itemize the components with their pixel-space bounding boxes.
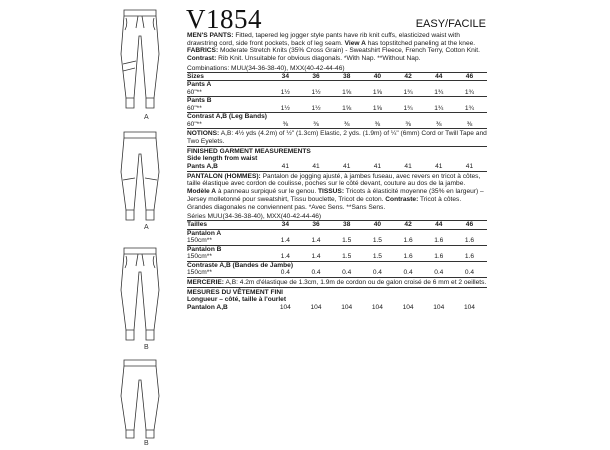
desc-title: MEN'S PANTS: [187,32,234,39]
size-cell: 42 [404,221,412,229]
yardage-cell: 1½ [311,104,321,112]
yardage-cell: 0.4 [372,269,382,277]
yardage-cell: 1⅝ [342,88,352,96]
yardage-cell: 1¾ [434,88,444,96]
fgm-cell: 41 [343,163,351,171]
yardage-cell: 1½ [280,88,290,96]
yardage-cell: 0.4 [280,269,290,277]
sketch-label: A [144,224,149,231]
size-cell: 36 [312,221,320,229]
technical-sketches [110,6,170,446]
description-en [187,32,487,63]
fgm-sub: Longueur – côté, taille à l'ourlet [187,296,287,304]
yardage-cell: 1.6 [403,237,413,245]
yardage-cell: 1.6 [403,253,413,261]
yardage-row [187,253,487,261]
fgm-cell: 104 [279,303,291,311]
fabrics-title: FABRICS: [187,47,219,55]
notions-en [187,130,487,145]
desc-view-text: has topstitched paneling at the knee. [367,39,476,47]
yardage-cell: 1.5 [372,237,382,245]
contrast-text: Rib Knit. Unsuitable for obvious diagonals. *With Nap. **Without Nap. [218,55,421,63]
yardage-cell: 1¾ [403,88,413,96]
yardage-cell: 1.4 [311,253,321,261]
desc-view: View A [344,39,366,47]
fgm-cell: 41 [281,163,290,171]
fgm-cell: 41 [465,163,474,171]
contrast-title: Contraste: [385,195,419,203]
notions-text: A,B: 4.2m d'élastique de 1.3cm, 1.9m de cordon ou de galon croisé de 6 mm et 2 oeillets. [225,278,487,286]
yardage-cell: 1.4 [311,237,321,245]
combinations: Séries MUU(34-36-38-40), MXX(40-42-44-46) [187,213,322,221]
size-cell: 38 [343,221,351,229]
fabric-width: 60"** [187,104,202,112]
fgm-cell: 41 [404,163,412,171]
yardage-cell: 1.4 [280,253,290,261]
fabrics-text: Tricots à élasticité moyenne (35% en largeur) – Jersey molletonné pour sweatshirt, Tissu bouclette, Tricot de coton. [187,188,484,203]
yardage-cell: 1⅝ [372,104,382,112]
size-cell: 40 [373,221,382,229]
yardage-cell: 0.4 [464,269,475,277]
fgm-row [187,163,487,171]
desc-text: Fitted, tapered leg jogger style pants have rib knit cuffs, elasticized waist with drawstring cord, side front pockets, back of leg seam. [187,32,460,47]
combinations: Combinations: MUU(34-36-38-40), MXX(40-42-44-46) [187,64,345,72]
yardage-cell: 1.5 [372,253,382,261]
notions-fr [187,279,487,287]
yardage-cell: ⅜ [405,120,411,128]
fgm-row-label: Pantalon A,B [187,303,228,311]
yardage-row [187,269,487,277]
yardage-row [187,237,487,245]
fgm-row-label: Pants A,B [187,163,218,171]
fgm-cell: 104 [402,303,414,311]
yardage-cell: 1½ [280,104,290,112]
contrast-title: Contrast: [187,55,217,63]
fgm-title: MESURES DU VÊTEMENT FINI [187,288,283,296]
size-cell: 44 [435,72,443,80]
size-cell: 34 [281,221,290,229]
fgm-cell: 41 [435,163,443,171]
yardage-cell: 1¾ [464,88,475,96]
size-cell: 46 [465,221,474,229]
yardage-cell: 1⅝ [342,104,352,112]
description-fr [187,173,487,212]
yardage-cell: ⅜ [436,120,442,128]
fabric-width: 150cm** [187,253,212,261]
size-cell: 34 [281,72,290,80]
fgm-cell: 104 [433,303,445,311]
yardage-cell: 0.4 [311,269,321,277]
notions-title: MERCERIE: [187,278,224,286]
yardage-cell: 0.4 [403,269,413,277]
yardage-title: Pantalon B [187,245,222,253]
yardage-row [187,89,487,97]
yardage-title: Pants B [187,97,212,105]
pants-sketch-b-back [110,356,170,442]
size-cell: 40 [373,72,382,80]
pattern-number: V1854 [186,4,262,34]
fgm-cell: 104 [463,303,475,311]
yardage-cell: ⅜ [374,120,381,128]
fabrics-text: Moderate Stretch Knits (35% Cross Grain) - Sweatshirt Fleece, French Terry, Cotton Knit. [219,47,480,55]
fabric-width: 60"** [187,120,202,128]
desc-title: PANTALON (HOMMES): [187,172,261,180]
size-cell: 36 [312,72,320,80]
fabric-width: 150cm** [187,269,212,277]
desc-view-text: à panneau surpiqué sur le genou. [217,188,317,196]
pants-sketch-a-front [110,6,170,114]
yardage-row [187,121,487,129]
sizes-label: Sizes [187,72,204,80]
yardage-cell: 1¾ [464,104,475,112]
desc-view: Modèle A [187,188,217,196]
yardage-row [187,105,487,113]
sketch-label: B [144,344,149,351]
fabrics-title: TISSUS: [318,188,345,196]
sizes-row [187,221,487,229]
yardage-cell: 0.4 [342,269,352,277]
sketch-label: A [144,114,149,121]
pants-sketch-a-back [110,128,170,224]
yardage-title: Contrast A,B (Leg Bands) [187,113,267,121]
yardage-cell: 1.6 [464,237,475,245]
fgm-cell: 41 [373,163,382,171]
fgm-cell: 41 [312,163,320,171]
fabric-width: 150cm** [187,237,212,245]
sizes-row [187,73,487,81]
fgm-cell: 104 [310,303,322,311]
contrast-text: Tricot à côtes. Grandes diagonales ne conviennent pas. *Avec Sens. **Sans Sens. [187,195,462,211]
yardage-cell: 1.6 [464,253,475,261]
fgm-cell: 104 [371,303,383,311]
yardage-cell: 1.6 [434,237,444,245]
notions-text: A,B: 4½ yds (4.2m) of ½" (1.3cm) Elastic, 2 yds. (1.9m) of ¼" (6mm) Cord or Twill Tape and Two Eyelets. [187,130,487,146]
yardage-cell: 1.4 [280,237,290,245]
yardage-cell: 1.5 [342,237,352,245]
fgm-cell: 104 [341,303,353,311]
yardage-cell: 1¾ [434,104,444,112]
yardage-cell: ⅜ [343,120,350,128]
yardage-cell: ⅜ [466,120,473,128]
yardage-title: Pants A [187,81,212,89]
yardage-cell: 0.4 [434,269,444,277]
size-cell: 46 [465,72,474,80]
yardage-title: Contraste A,B (Bandes de Jambe) [187,261,294,269]
fgm-title: FINISHED GARMENT MEASUREMENTS [187,147,311,155]
yardage-cell: 1⅝ [372,88,382,96]
yardage-cell: ⅜ [313,120,319,128]
yardage-cell: 1¾ [403,104,413,112]
fabric-width: 60"** [187,88,202,96]
fgm-row [187,304,487,312]
difficulty-label: EASY/FACILE [415,18,486,30]
yardage-title: Pantalon A [187,229,222,237]
size-cell: 38 [343,72,351,80]
desc-text: Pantalon de jogging ajusté, à jambes fuseau, avec revers en tricot à côtes, taille élastique avec cordon de coulisse, poches sur le côté devant, couture au dos de la jambe. [187,172,481,188]
yardage-cell: 1½ [311,88,321,96]
yardage-cell: 1.5 [342,253,352,261]
yardage-cell: ⅜ [282,120,289,128]
pants-sketch-b-front [110,244,170,344]
sizes-label: Tailles [187,221,208,229]
size-cell: 42 [404,72,412,80]
yardage-cell: 1.6 [434,253,444,261]
notions-title: NOTIONS: [187,130,220,138]
pattern-info [187,32,487,312]
sketch-label: B [144,440,149,447]
size-cell: 44 [435,221,443,229]
fgm-sub: Side length from waist [187,155,258,163]
